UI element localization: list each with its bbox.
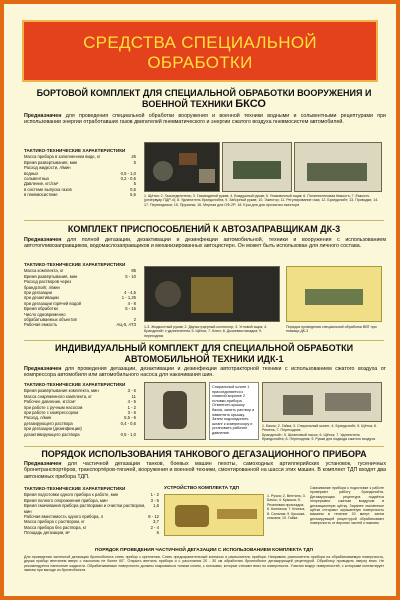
tdp-nozzle bbox=[217, 509, 257, 519]
spec-value: 6 bbox=[156, 530, 159, 536]
idk1-tank bbox=[163, 391, 187, 429]
idk1-kit-photo bbox=[144, 382, 206, 440]
spec-key: Расход, л/мин bbox=[24, 415, 52, 421]
section4-description bbox=[24, 461, 386, 480]
section1-desc-lead: Предназначен bbox=[24, 113, 62, 119]
spec-value: 0,5 - 1,0 bbox=[120, 170, 136, 176]
spec-key: Время развёртывания комплекта, мин bbox=[24, 388, 99, 394]
dk3-hose bbox=[155, 281, 181, 307]
section2-title: КОМПЛЕКТ ПРИСПОСОБЛЕНИЙ К АВТОЗАПРАВЩИКАМ ДК-3 bbox=[67, 224, 341, 234]
spec-value: 3 - 5 bbox=[150, 497, 159, 503]
section1-spec-title: ТАКТИКО-ТЕХНИЧЕСКИЕ ХАРАКТЕРИСТИКИ bbox=[24, 148, 126, 153]
section1-title bbox=[24, 88, 384, 110]
spec-value: 8 - 12 bbox=[148, 514, 159, 520]
spec-key: Площадь дегазации, м² bbox=[24, 530, 70, 536]
container-box bbox=[179, 153, 197, 165]
section4-right-note: Смачивание прибора к подготовке к работе проверяют работу брандспойта. Дегазирующая рецептура подаётся непрерывно сжатым воздухом в дегазационную щётку. Заранее смоченные щётки оттирают окрашенную поверхность машины в течение 20 минут, затем дегазирующей рецептурой обрабатывают поверхность от верхних частей к нижним. bbox=[310, 486, 384, 526]
spec-value: 1 - 2 bbox=[127, 404, 136, 410]
spec-value: 4 - 4,5 bbox=[124, 290, 136, 296]
section4-specs bbox=[24, 486, 159, 536]
section3-desc-lead: Предназначен bbox=[24, 366, 62, 372]
spec-key: Время подготовки одного прибора к работе, мин bbox=[24, 492, 119, 498]
spec-value: 5 - 15 bbox=[125, 306, 136, 312]
section4-order-text: Для проведения частичной дегазации бронеобъекта снять прибор с крепления. Снять предохранительный колпачок и распылитель прибора. Направить распылитель прибора на обрабатываемую поверхность, держа прибор вентилем вверх с наклоном не более 60°. Открыть вентиль прибора и с расстояния 20 - 30 см обработать бронеобъект дегазирующей рецептурой. Обработку проводить сверху вниз. Не рекомендуется нанесение жидкости. Обрабатываемые поверхности должны покрываться тонким слоем, с потоками, которые стекают вниз по поверхности. Участки вокруг поверхностей, с которыми контактирует экипаж при выходе из бронеобъекта. bbox=[24, 555, 384, 573]
spec-value: 5 bbox=[133, 159, 136, 165]
canister bbox=[199, 169, 215, 183]
section1-description bbox=[24, 113, 386, 126]
section1-spec-rows bbox=[24, 154, 136, 197]
section3-specs bbox=[24, 382, 136, 437]
page-title bbox=[24, 33, 376, 73]
spec-key: обрабатываемых объектов bbox=[24, 317, 77, 323]
section2-desc-text: для полной дегазации, дезактивации и дезинфекции автомобильной, техники и вооружения с использованием автотопливозаправщиков, водомаслозаправщиков и механизированных автоцистерн. Он может быть использован для личного состава. bbox=[24, 237, 386, 250]
title-line-2: ОБРАБОТКИ bbox=[147, 53, 253, 72]
section3-spec-title: ТАКТИКО-ТЕХНИЧЕСКИЕ ХАРАКТЕРИСТИКИ bbox=[24, 382, 126, 387]
dk3-kit-photo bbox=[144, 266, 280, 322]
section4-desc-lead: Предназначен bbox=[24, 461, 62, 467]
divider-1 bbox=[24, 220, 384, 221]
bkso-vehicle-photo bbox=[294, 142, 382, 192]
section1-title-line2: ВОЕННОЙ ТЕХНИКИ bbox=[142, 99, 236, 109]
spec-key: дезактивирующего раствора bbox=[24, 431, 80, 437]
spec-value: 4 - 8 bbox=[127, 300, 136, 306]
spec-value: 1,6 bbox=[153, 503, 159, 509]
spec-value: 5 bbox=[133, 181, 136, 187]
spec-value: 1 - 1,25 bbox=[121, 295, 136, 301]
spec-key: Время развёртывания, мин bbox=[24, 273, 78, 279]
dk3-case bbox=[191, 277, 233, 313]
section3-note: Спиральный шланг 1 присоединяется к сливной воронке 2 головки-прибора. Отвинтить крышку бачка, залить раствор и навинтить крышку. Затем подсоединить шланг к компрессору и установить рабочее давление. bbox=[209, 382, 259, 440]
idk1-pump bbox=[283, 395, 313, 415]
spec-row bbox=[24, 530, 159, 535]
divider-3 bbox=[24, 446, 384, 447]
section2-caption-left: 1-3. Жидкостный рукав; 2. Двухштуцерный коллектор; 3. Угловой ящик; 4. Брандспойт с удлинителем; 5. Щётки; 7. Ключ; 8. Дышевая насадка; 9. переходник bbox=[144, 325, 268, 338]
spec-value: 5 - 10 bbox=[125, 273, 136, 279]
spec-value: 0,5 bbox=[130, 186, 136, 192]
spec-key: Время обработки bbox=[24, 306, 58, 312]
spec-key: Масса прибора без раствора, кг bbox=[24, 524, 87, 530]
spec-key: при дезактивации bbox=[24, 295, 59, 301]
spec-key: при работе с компрессором bbox=[24, 410, 79, 416]
section2-spec-title: ТАКТИКО-ТЕХНИЧЕСКИЕ ХАРАКТЕРИСТИКИ bbox=[24, 262, 126, 267]
title-line-1: СРЕДСТВА СПЕЦИАЛЬНОЙ bbox=[83, 33, 317, 52]
section3-description bbox=[24, 366, 386, 379]
vehicle-shape bbox=[307, 163, 367, 181]
divider-2 bbox=[24, 340, 384, 341]
spec-value: 3 - 5 bbox=[127, 388, 136, 394]
spec-row bbox=[24, 432, 136, 437]
section1-desc-text: для проведения специальной обработки вооружения и военной техники водными и сольвентными рецептурами при использовании энергии отработавших газов двигателей пневматического и энергии сжатого воздуха пневмосистем автомобилей. bbox=[24, 113, 386, 126]
section4-device-title: УСТРОЙСТВО КОМПЛЕКТА ТДП bbox=[164, 486, 240, 491]
section1-title-line1: БОРТОВОЙ КОМПЛЕКТ ДЛЯ СПЕЦИАЛЬНОЙ ОБРАБОТКИ ВООРУЖЕНИЯ И bbox=[36, 88, 372, 98]
dk3-procedure-illustration bbox=[286, 266, 382, 322]
spec-key: Время полного опорожнения прибора, мин bbox=[24, 497, 108, 503]
spec-key: брандспойт, л/мин bbox=[24, 284, 60, 290]
section4-desc-text: для частичной дегазации танков, боевых машин пехоты, самоходных артиллерийских установок, гусеничных бронетранспортёров, транспортёров-тягачей, вооружения и военной техники, смонтированной на шасси этих машин. В комплект ТДП входят два автономных прибора ТДП. bbox=[24, 461, 386, 480]
spec-key: Масса снаряженного комплекта, кг bbox=[24, 393, 92, 399]
spec-key: Расход растворов через bbox=[24, 279, 72, 285]
spec-row bbox=[24, 503, 159, 514]
section3-desc-text: для проведения дегазации, дезактивации и дезинфекции автотракторной техники с использованием сжатого воздуха от компрессора автомобиля или автомобильного насоса для накачивания шин. bbox=[24, 366, 386, 379]
spec-value: 3,7 bbox=[153, 519, 159, 525]
spec-value: 1 - 2 bbox=[150, 492, 159, 498]
spec-row bbox=[24, 192, 136, 197]
section1-specs bbox=[24, 148, 136, 198]
section2-specs bbox=[24, 262, 136, 328]
spec-key: в пневмосистеме bbox=[24, 192, 58, 198]
spec-value: 0,2 - 0,6 bbox=[120, 176, 136, 182]
section3-title bbox=[24, 343, 384, 365]
spec-row bbox=[24, 322, 136, 327]
spec-key: Расход жидкости, л/мин bbox=[24, 165, 71, 171]
spec-key: дегазирующего раствора bbox=[24, 420, 73, 426]
section3-spec-rows bbox=[24, 388, 136, 437]
spec-value: 26 bbox=[131, 154, 136, 160]
section4-device-caption: 1. Ручка; 2. Вентиль; 3. Бачок; 4. Крышка; 5. Резиновая прокладка; 6. Колпачок; 7. Кнопка; 8. Сальник; 9. Крышка стакана; 10. Гайка bbox=[267, 494, 306, 521]
section1-caption: 1. Щётки; 2. Газоотделитель; 3. Газоводяной рукав; 4. Воздушный рукав; 5. Упаковочный ящик; 6. Полиэтиленовая ёмкость; 7. Ёмкость (резервуар ПДР-4); 8. Удлинитель брандспойта; 9. Заборный рукав; 10. Эжектор; 11. Регулирование газа; 12. Брандспойт; 13. Проводки; 14. 17. Переходники; 15. Пружины; 16. Мерная для ОФ-2Р; 18. Ерш для для прочистки эжектора bbox=[144, 194, 379, 207]
hose-coil bbox=[153, 161, 173, 181]
spec-key: Масса комплекта, кг bbox=[24, 268, 64, 274]
section4-spec-rows bbox=[24, 492, 159, 535]
spec-key: сольвентных bbox=[24, 176, 50, 182]
spec-key: Давление, кгс/см² bbox=[24, 181, 59, 187]
spec-key: при работе с ручным насосом bbox=[24, 404, 83, 410]
section3-caption-right2: Брандспойт; 5. Шланговый насос; 6. Щётка; 7. Удлинитель брандспойта; 8. Переходник; 9. Рукав для подвода сжатого воздуха bbox=[262, 433, 376, 442]
spec-value: 0,4 - 0,6 bbox=[120, 420, 136, 426]
section2-caption-right: Порядок проведения специальной обработки ВВТ при помощи ДК-3 bbox=[286, 325, 377, 334]
spec-key: в системе выпуска газов bbox=[24, 186, 72, 192]
section3-caption-right: 1. Бачок; 2. Гайка; 3. Спиральный шланг; 4. Брандспойт; 5. Щётка; 6. Ремень; 7. Переходник bbox=[262, 424, 377, 433]
section4-spec-title: ТАКТИКО-ТЕХНИЧЕСКИЕ ХАРАКТЕРИСТИКИ bbox=[24, 486, 126, 491]
spec-value: 85 bbox=[131, 268, 136, 274]
spec-key: Число одновременно bbox=[24, 311, 66, 317]
spec-key: при дегазации горячей водой bbox=[24, 300, 81, 306]
spec-key: Время развертывания, мин bbox=[24, 159, 78, 165]
tdp-device-illustration bbox=[164, 494, 264, 536]
bkso-truck-photo bbox=[222, 142, 292, 192]
section2-desc-lead: Предназначен bbox=[24, 237, 62, 243]
section3-title-line2: АВТОМОБИЛЬНОЙ ТЕХНИКИ ИДК-1 bbox=[124, 354, 284, 364]
section4-title: ПОРЯДОК ИСПОЛЬЗОВАНИЯ ТАНКОВОГО ДЕГАЗАЦИОННОГО ПРИБОРА bbox=[41, 449, 367, 459]
section2-description bbox=[24, 237, 386, 250]
spec-value: 0,5 - 1,0 bbox=[120, 431, 136, 437]
spec-value: 5,5 - 6 bbox=[124, 415, 136, 421]
section1-title-acronym: БКСО bbox=[235, 98, 266, 110]
spec-value: 5,5 bbox=[130, 192, 136, 198]
header-banner bbox=[22, 20, 378, 82]
spec-value: 4 - 5 bbox=[127, 399, 136, 405]
idk1-usage-photo bbox=[262, 382, 382, 422]
bkso-kit-photo bbox=[144, 142, 220, 192]
spec-value: 3 - 5 bbox=[127, 410, 136, 416]
spec-key: Рабочая емкость bbox=[24, 322, 58, 328]
section3-title-line1: ИНДИВИДУАЛЬНЫЙ КОМПЛЕКТ ДЛЯ СПЕЦИАЛЬНОЙ ОБРАБОТКИ bbox=[54, 343, 354, 353]
truck-shape bbox=[233, 161, 281, 179]
spec-key: Рабочее давление, кгс/см² bbox=[24, 399, 76, 405]
spec-key: Масса прибора с раствором, кг bbox=[24, 519, 85, 525]
spec-value: АЦ-5, АТЗ bbox=[116, 322, 136, 328]
spec-key: Время смачивания прибора растворами и очистки раствором, мин bbox=[24, 503, 146, 514]
dk3-tanker bbox=[305, 289, 363, 305]
spec-key: Масса прибора в заполненном виде, кг bbox=[24, 154, 101, 160]
spec-value: 2 - 4 bbox=[150, 524, 159, 530]
spec-key: при дегазации (дезинфекции) bbox=[24, 426, 82, 432]
spec-value: 2 bbox=[133, 317, 136, 323]
idk1-vehicle bbox=[325, 393, 371, 411]
spec-key: при дегазации bbox=[24, 290, 52, 296]
section2-spec-rows bbox=[24, 268, 136, 327]
section4-order-title: ПОРЯДОК ПРОВЕДЕНИЯ ЧАСТИЧНОЙ ДЕГАЗАЦИИ С ИСПОЛЬЗОВАНИЕМ КОМПЛЕКТА ТДП bbox=[95, 548, 313, 553]
spec-key: Рабочая вместимость одного прибора, л bbox=[24, 514, 104, 520]
spec-key: водных bbox=[24, 170, 39, 176]
spec-value: 11 bbox=[131, 393, 136, 399]
tdp-device bbox=[175, 505, 209, 527]
